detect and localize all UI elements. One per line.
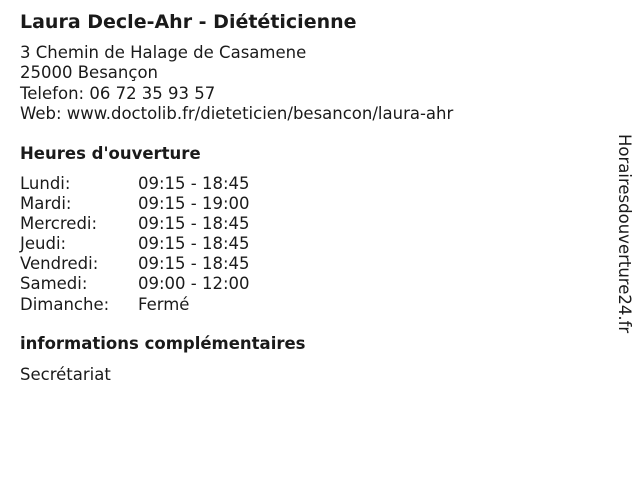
postal-city: 25000 Besançon (20, 63, 158, 83)
opening-hours-heading: Heures d'ouverture (20, 144, 201, 163)
hours-row-monday (20, 174, 250, 194)
day-label: Mardi: (20, 194, 72, 214)
day-label: Samedi: (20, 274, 88, 294)
day-label: Dimanche: (20, 294, 110, 314)
hours-row-sunday (20, 295, 250, 315)
time-range: 09:15 - 18:45 (138, 214, 250, 234)
hours-row-friday (20, 254, 250, 274)
time-range: Fermé (138, 294, 190, 314)
time-range: 09:15 - 18:45 (138, 254, 250, 274)
additional-info-text: Secrétariat (20, 365, 111, 384)
time-range: 09:15 - 18:45 (138, 234, 250, 254)
street-address: 3 Chemin de Halage de Casamene (20, 43, 307, 62)
time-range: 09:00 - 12:00 (138, 274, 250, 294)
day-label: Jeudi: (20, 234, 67, 254)
site-brand-vertical: Horairesdouverture24.fr (615, 134, 634, 334)
day-label: Lundi: (20, 174, 71, 193)
page-title: Laura Decle-Ahr - Diététicienne (20, 11, 357, 33)
additional-info-heading: informations complémentaires (20, 334, 306, 353)
hours-row-tuesday (20, 194, 250, 214)
hours-row-thursday (20, 234, 250, 254)
phone-line: Telefon: 06 72 35 93 57 (20, 83, 216, 103)
time-range: 09:15 - 19:00 (138, 194, 250, 214)
opening-hours-table (20, 174, 250, 315)
time-range: 09:15 - 18:45 (138, 174, 250, 193)
hours-row-saturday (20, 274, 250, 294)
website-line: Web: www.doctolib.fr/dieteticien/besancon/laura-ahr (20, 103, 454, 123)
contact-block (20, 43, 453, 124)
day-label: Vendredi: (20, 254, 99, 274)
day-label: Mercredi: (20, 214, 98, 234)
hours-row-wednesday (20, 214, 250, 234)
